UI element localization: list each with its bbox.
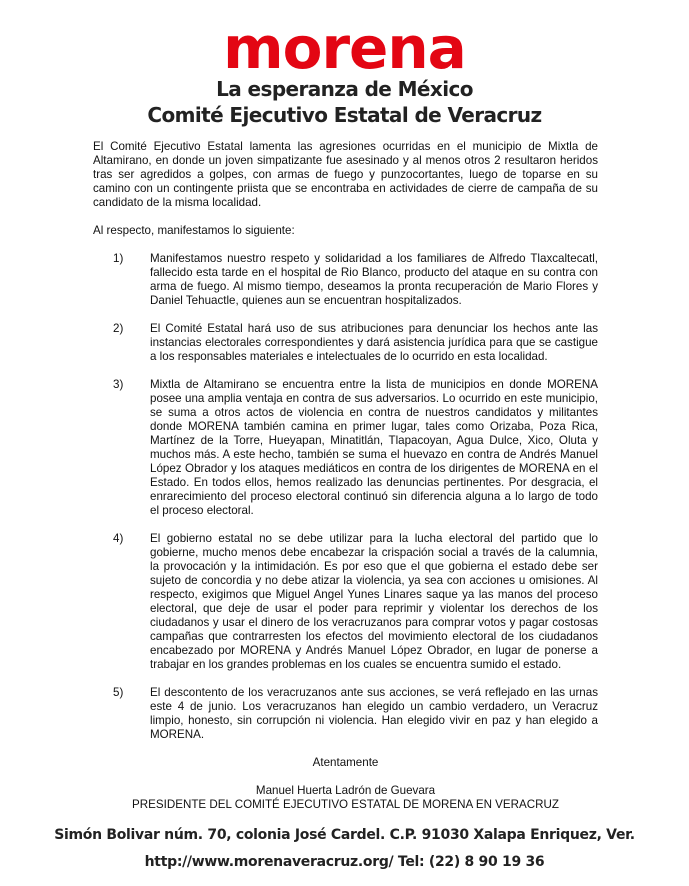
item-number: 2) <box>113 322 124 335</box>
footer <box>0 822 689 876</box>
list-item <box>113 532 598 672</box>
signature-block <box>93 784 598 812</box>
signer-title: PRESIDENTE DEL COMITÉ EJECUTIVO ESTATAL DE MORENA EN VERACRUZ <box>132 798 559 811</box>
item-number: 1) <box>113 252 124 265</box>
slogan: La esperanza de México <box>216 77 473 101</box>
list-item <box>113 686 598 742</box>
item-text: El Comité Estatal hará uso de sus atribuciones para denunciar los hechos ante las instancias electorales correspondientes y dará asistencia jurídica para que se castigue a los responsables materiales e intelectuales de lo ocurrido en esta localidad. <box>150 322 598 363</box>
statement-body <box>93 140 598 812</box>
item-text: El descontento de los veracruzanos ante sus acciones, se verá reflejado en las urnas este 4 de junio. Los veracruzanos han elegido un cambio verdadero, un Veracruz limpio, honesto, sin corrupción ni violencia. Han elegido vivir en paz y han elegido a MORENA. <box>150 686 598 741</box>
footer-contact: http://www.morenaveracruz.org/ Tel: (22) 8 90 19 36 <box>144 854 545 870</box>
points-list <box>93 252 598 742</box>
list-item <box>113 252 598 308</box>
letterhead <box>0 14 689 128</box>
list-item <box>113 378 598 518</box>
item-text: Manifestamos nuestro respeto y solidaridad a los familiares de Alfredo Tlaxcaltecatl, fallecido esta tarde en el hospital de Rio Blanco, producto del ataque en su contra con arma de fuego. Al mismo tiempo, deseamos la pronta recuperación de Mario Flores y Daniel Tehuactle, quienes aun se encuentran hospitalizados. <box>150 252 598 307</box>
item-text: El gobierno estatal no se debe utilizar para la lucha electoral del partido que lo gobierne, mucho menos debe encabezar la crispación social a través de la calumnia, la provocación y la intimidación. Es por eso que el que gobierna el estado debe ser sujeto de concordia y no debe atizar la violencia, ya sea con acciones u omisiones. Al respecto, exigimos que Miguel Angel Yunes Linares saque ya las manos del proceso electoral, que deje de usar el poder para reprimir y violentar los derechos de los ciudadanos y usar el dinero de los veracruzanos para comprar votos y pagar costosas campañas que contrarresten los efectos del movimiento electoral de los ciudadanos encabezado por MORENA y Andrés Manuel López Obrador, en lugar de ponerse a trabajar en los grandes problemas en los cuales se encuentra sumido el estado. <box>150 532 598 671</box>
closing: Atentamente <box>312 756 379 769</box>
item-number: 3) <box>113 378 124 391</box>
signer-name: Manuel Huerta Ladrón de Guevara <box>255 784 436 797</box>
item-text: Mixtla de Altamirano se encuentra entre la lista de municipios en donde MORENA posee una amplia ventaja en contra de sus adversarios. Lo ocurrido en este municipio, se suma a otros actos de violencia en contra de nuestros candidatos y militantes donde MORENA también camina en primer lugar, tales como Orizaba, Poza Rica, Martínez de la Torre, Hueyapan, Minatitlán, Tlapacoyan, Agua Dulce, Xico, Oluta y muchos más. A este hecho, también se suma el huevazo en contra de Andrés Manuel López Obrador y los ataques mediáticos en contra de los dirigentes de MORENA en el Estado. En todos ellos, hemos realizado las denuncias pertinentes. Por desgracia, el enrarecimiento del proceso electoral continuó sin diferencia alguna a lo largo de todo el proceso electoral. <box>150 378 598 517</box>
item-number: 4) <box>113 532 124 545</box>
committee-title: Comité Ejecutivo Estatal de Veracruz <box>147 103 542 127</box>
intro-paragraph: El Comité Ejecutivo Estatal lamenta las agresiones ocurridas en el municipio de Mixtla de Altamirano, en donde un joven simpatizante fue asesinado y al menos otros 2 resultaron heridos tras ser agredidos a golpes, con armas de fuego y punzocortantes, luego de toparse en su camino con un contingente priista que se encontraba en actividades de cierre de campaña de su candidato de la misma localidad. <box>93 140 598 209</box>
footer-address: Simón Bolivar núm. 70, colonia José Cardel. C.P. 91030 Xalapa Enriquez, Ver. <box>54 827 635 843</box>
item-number: 5) <box>113 686 124 699</box>
morena-logo: morena <box>223 14 466 82</box>
list-item <box>113 322 598 364</box>
lead-paragraph: Al respecto, manifestamos lo siguiente: <box>93 224 295 237</box>
